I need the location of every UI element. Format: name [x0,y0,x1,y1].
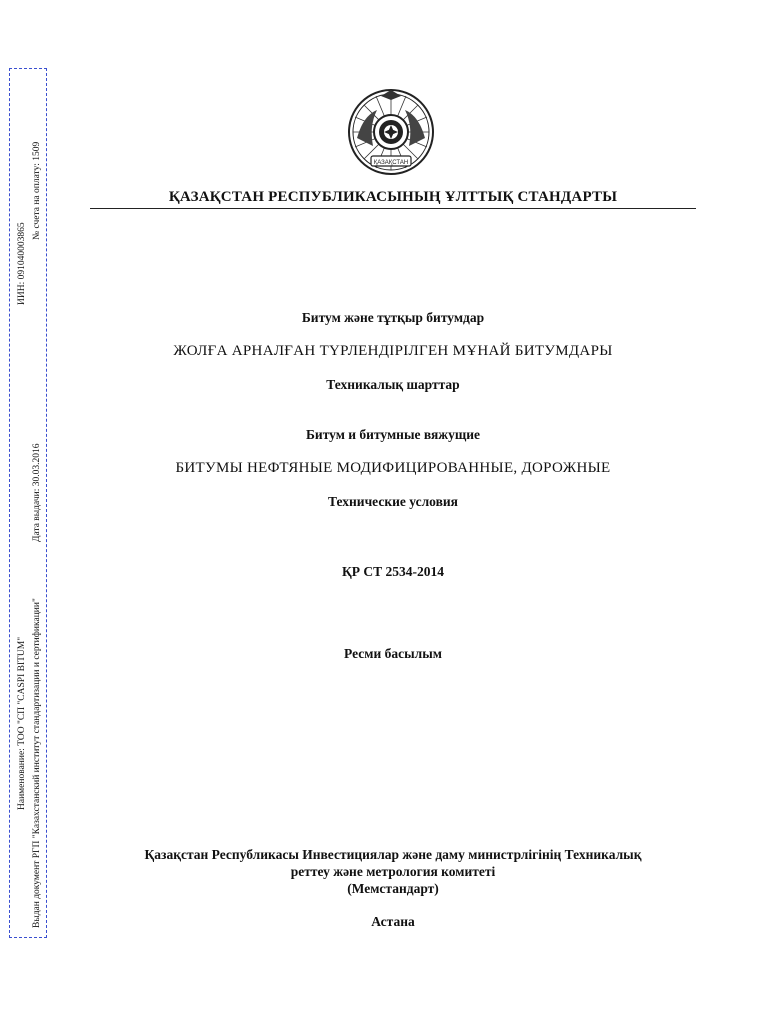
publisher-line-1: Қазақстан Республикасы Инвестициялар және даму министрлігінің Техникалық [144,847,642,862]
stamp-account: № счета на оплату: 1509 [32,141,42,240]
state-emblem-icon [343,86,439,182]
city-label: Астана [371,914,415,929]
russian-conditions: Технические условия [328,494,458,509]
publisher-block [90,846,696,897]
publisher-line-2: реттеу және метрология комитеті [290,864,496,879]
kazakh-subtitle: Битум және тұтқыр битумдар [301,310,485,325]
stamp-issue-date: Дата выдачи: 30.03.2016 [32,443,42,542]
edition-label: Ресми басылым [344,646,442,661]
standard-code: ҚР СТ 2534-2014 [341,564,445,579]
emblem-ribbon: ҚАЗАҚСТАН [373,160,409,166]
publisher-line-3: (Мемстандарт) [347,881,439,896]
stamp-issuer: Выдан документ РГП "Казахстанский институт стандартизации и сертификации" [32,598,42,928]
standard-header: ҚАЗАҚСТАН РЕСПУБЛИКАСЫНЫҢ ҰЛТТЫҚ СТАНДАРТЫ [168,189,618,205]
russian-title: БИТУМЫ НЕФТЯНЫЕ МОДИФИЦИРОВАННЫЕ, ДОРОЖНЫЕ [175,460,611,476]
stamp-inn: ИИН: 091040003865 [17,222,27,305]
stamp-name: Наименование: ТОО "СП "CASPI BITUM" [17,636,27,810]
kazakh-conditions: Техникалық шарттар [326,377,460,392]
header-divider [90,208,696,209]
kazakh-title: ЖОЛҒА АРНАЛҒАН ТҮРЛЕНДІРІЛГЕН МҰНАЙ БИТУМДАРЫ [173,343,613,359]
russian-subtitle: Битум и битумные вяжущие [305,427,480,442]
